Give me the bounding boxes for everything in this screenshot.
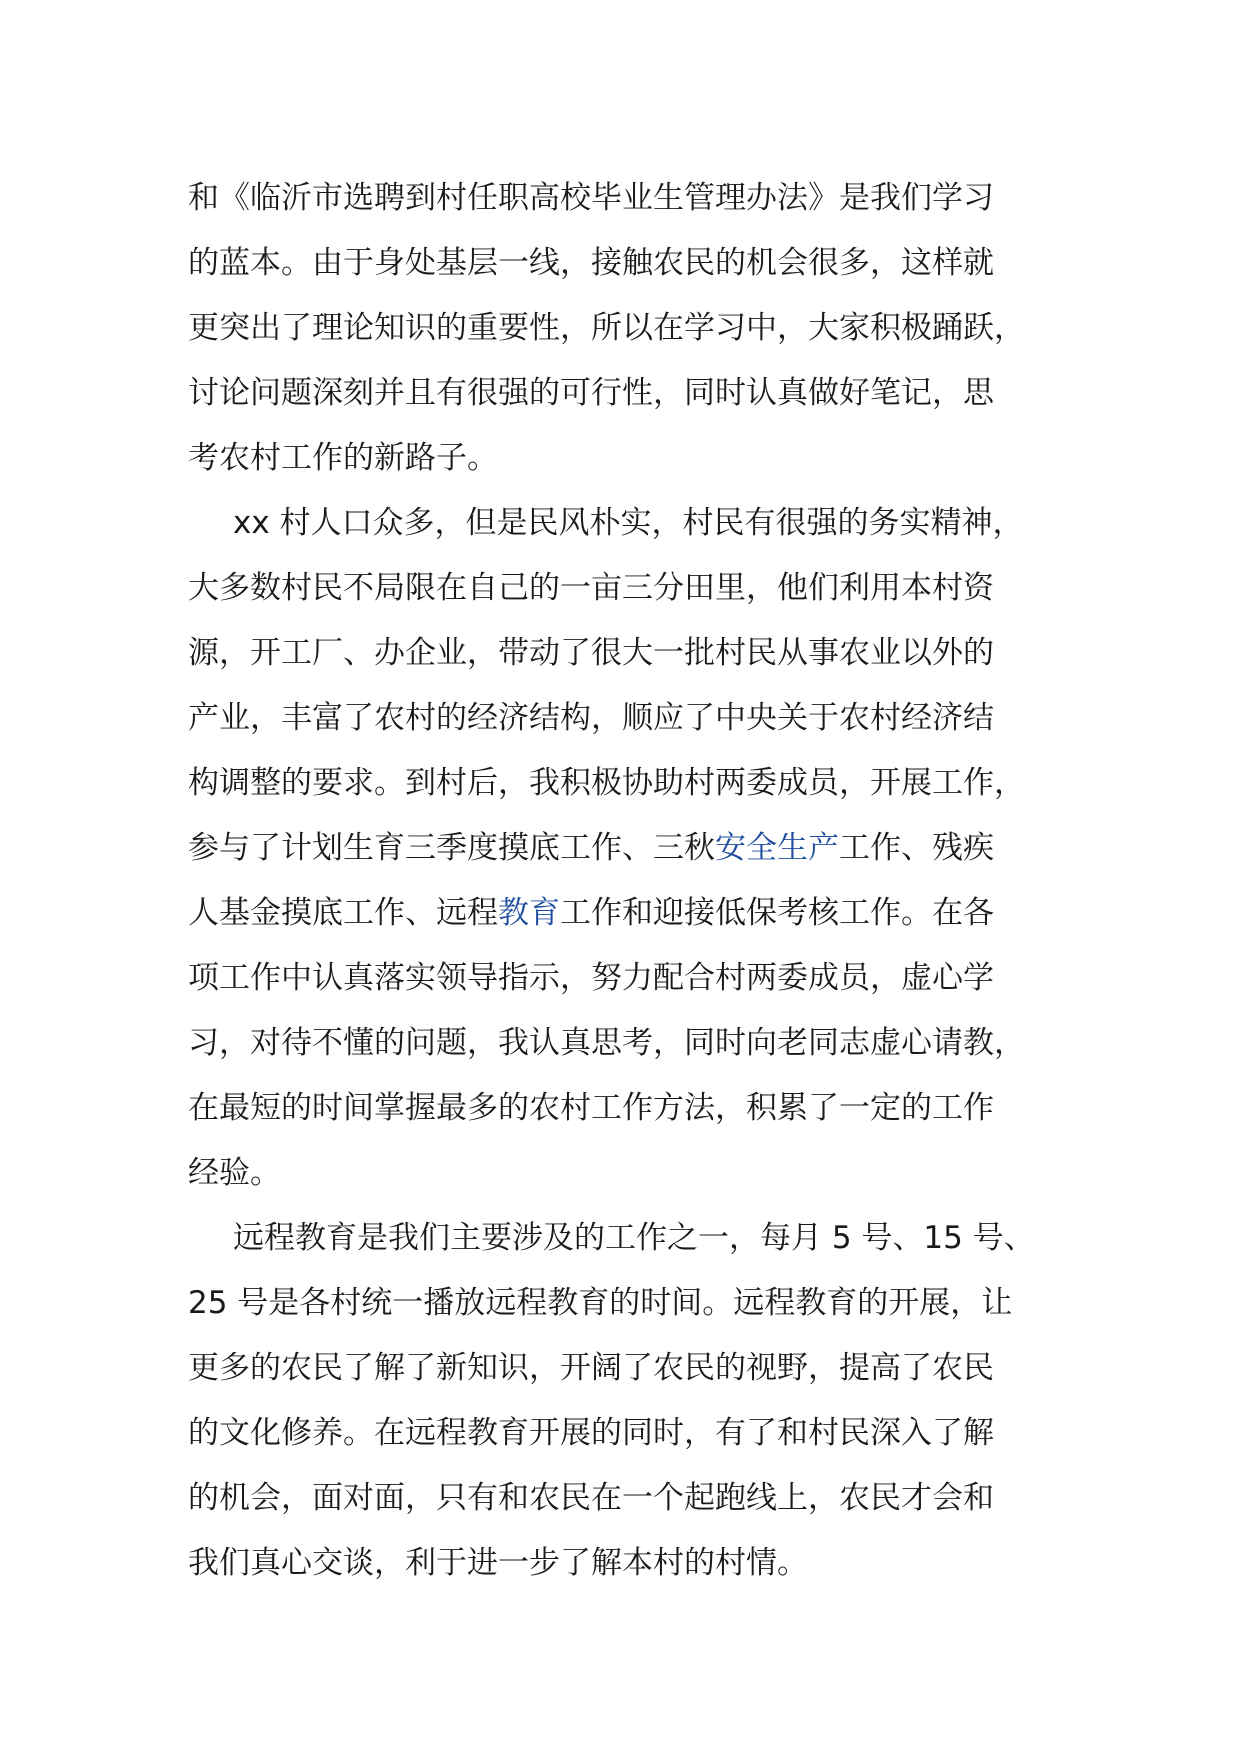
text-line	[188, 881, 1058, 946]
text-line: 我们真心交谈，利于进一步了解本村的村情。	[188, 1545, 808, 1581]
text-line: 在最短的时间掌握最多的农村工作方法，积累了一定的工作	[188, 1090, 994, 1126]
text-line: 讨论问题深刻并且有很强的可行性，同时认真做好笔记，思	[188, 375, 994, 411]
text-line: 产业，丰富了农村的经济结构，顺应了中央关于农村经济结	[188, 700, 994, 736]
text-line: 源，开工厂、办企业，带动了很大一批村民从事农业以外的	[188, 635, 994, 671]
text-line: 构调整的要求。到村后，我积极协助村两委成员，开展工作，	[188, 765, 1025, 801]
paragraph-2	[188, 491, 1058, 1206]
paragraph-1	[188, 166, 1058, 491]
text-segment: 工作、残疾	[839, 830, 994, 866]
link-safety-production[interactable]: 安全生产	[715, 830, 839, 866]
text-line: 更突出了理论知识的重要性，所以在学习中，大家积极踊跃，	[188, 310, 1025, 346]
text-line: 大多数村民不局限在自己的一亩三分田里，他们利用本村资	[188, 570, 994, 606]
text-line: 的蓝本。由于身处基层一线，接触农民的机会很多，这样就	[188, 245, 994, 281]
text-line: xx 村人口众多，但是民风朴实，村民有很强的务实精神，	[233, 505, 1024, 541]
text-line: 的机会，面对面，只有和农民在一个起跑线上，农民才会和	[188, 1480, 994, 1516]
text-line: 项工作中认真落实领导指示，努力配合村两委成员，虚心学	[188, 960, 994, 996]
document-body	[188, 166, 1058, 1596]
text-line: 经验。	[188, 1155, 281, 1191]
text-line: 的文化修养。在远程教育开展的同时，有了和村民深入了解	[188, 1415, 994, 1451]
text-line: 远程教育是我们主要涉及的工作之一，每月 5 号、15 号、	[233, 1220, 1035, 1256]
text-line: 和《临沂市选聘到村任职高校毕业生管理办法》是我们学习	[188, 180, 994, 216]
text-segment: 工作和迎接低保考核工作。在各	[560, 895, 994, 931]
link-education[interactable]: 教育	[498, 895, 560, 931]
paragraph-3	[188, 1206, 1058, 1596]
text-segment: 参与了计划生育三季度摸底工作、三秋	[188, 830, 715, 866]
text-line: 更多的农民了解了新知识，开阔了农民的视野，提高了农民	[188, 1350, 994, 1386]
text-line: 25 号是各村统一播放远程教育的时间。远程教育的开展，让	[188, 1285, 1013, 1321]
text-line	[188, 816, 1058, 881]
text-line: 考农村工作的新路子。	[188, 440, 498, 476]
text-line: 习，对待不懂的问题，我认真思考，同时向老同志虚心请教，	[188, 1025, 1025, 1061]
text-segment: 人基金摸底工作、远程	[188, 895, 498, 931]
